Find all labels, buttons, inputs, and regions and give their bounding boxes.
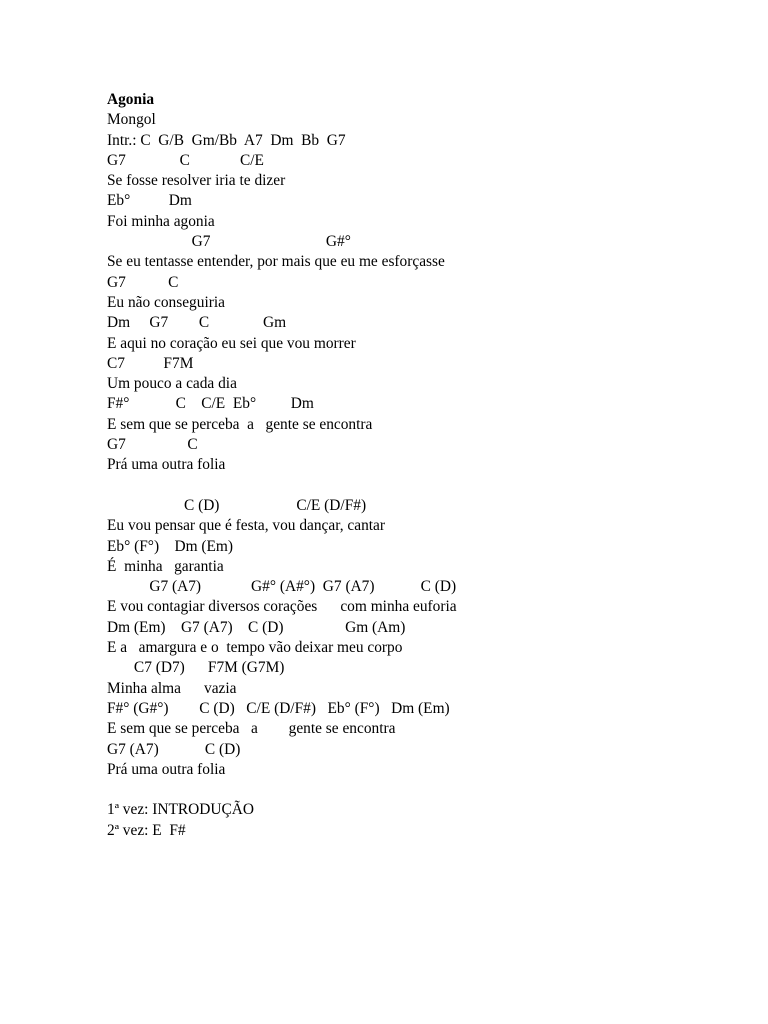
sheet-line: Intr.: C G/B Gm/Bb A7 Dm Bb G7 <box>107 131 346 149</box>
sheet-line: Um pouco a cada dia <box>107 375 237 393</box>
sheet-line: Se eu tentasse entender, por mais que eu me esforçasse <box>107 253 445 271</box>
sheet-line: E aqui no coração eu sei que vou morrer <box>107 334 356 352</box>
sheet-line: G7 G#° <box>107 233 351 251</box>
sheet-line: F#° (G#°) C (D) C/E (D/F#) Eb° (F°) Dm (Em) <box>107 699 450 717</box>
sheet-line: Prá uma outra folia <box>107 456 226 474</box>
sheet-line: G7 C <box>107 273 179 291</box>
sheet-line: Eb° (F°) Dm (Em) <box>107 537 234 555</box>
sheet-line: G7 C <box>107 436 198 454</box>
sheet-line: E sem que se perceba a gente se encontra <box>107 415 373 433</box>
sheet-line: C (D) C/E (D/F#) <box>107 496 367 514</box>
sheet-line: C7 (D7) F7M (G7M) <box>107 659 285 677</box>
sheet-line: Prá uma outra folia <box>107 760 226 778</box>
sheet-line: 2ª vez: E F# <box>107 821 186 839</box>
sheet-line: C7 F7M <box>107 354 194 372</box>
lyric-lines <box>107 131 457 841</box>
sheet-line: Minha alma vazia <box>107 679 237 697</box>
sheet-line: G7 (A7) G#° (A#°) G7 (A7) C (D) <box>107 578 457 596</box>
sheet-line: G7 C C/E <box>107 151 264 169</box>
sheet-line: E sem que se perceba a gente se encontra <box>107 720 396 738</box>
song-title: Agonia <box>107 91 155 108</box>
sheet-line: Foi minha agonia <box>107 212 215 230</box>
sheet-line: Eu não conseguiria <box>107 293 225 311</box>
sheet-line: Eb° Dm <box>107 192 192 210</box>
sheet-line: F#° C C/E Eb° Dm <box>107 395 314 413</box>
blank-line <box>107 780 457 800</box>
sheet-line: Dm (Em) G7 (A7) C (D) Gm (Am) <box>107 618 406 636</box>
sheet-line: Se fosse resolver iria te dizer <box>107 172 286 190</box>
sheet-line: Eu vou pensar que é festa, vou dançar, cantar <box>107 517 386 535</box>
sheet-line: Dm G7 C Gm <box>107 314 287 332</box>
sheet-line: E a amargura e o tempo vão deixar meu corpo <box>107 639 403 657</box>
sheet-line: É minha garantia <box>107 557 224 575</box>
sheet-line: 1ª vez: INTRODUÇÃO <box>107 801 255 819</box>
artist-name: Mongol <box>107 111 156 129</box>
blank-line <box>107 476 457 496</box>
chord-sheet <box>107 90 457 841</box>
sheet-line: G7 (A7) C (D) <box>107 740 241 758</box>
sheet-line: E vou contagiar diversos corações com minha euforia <box>107 598 457 616</box>
